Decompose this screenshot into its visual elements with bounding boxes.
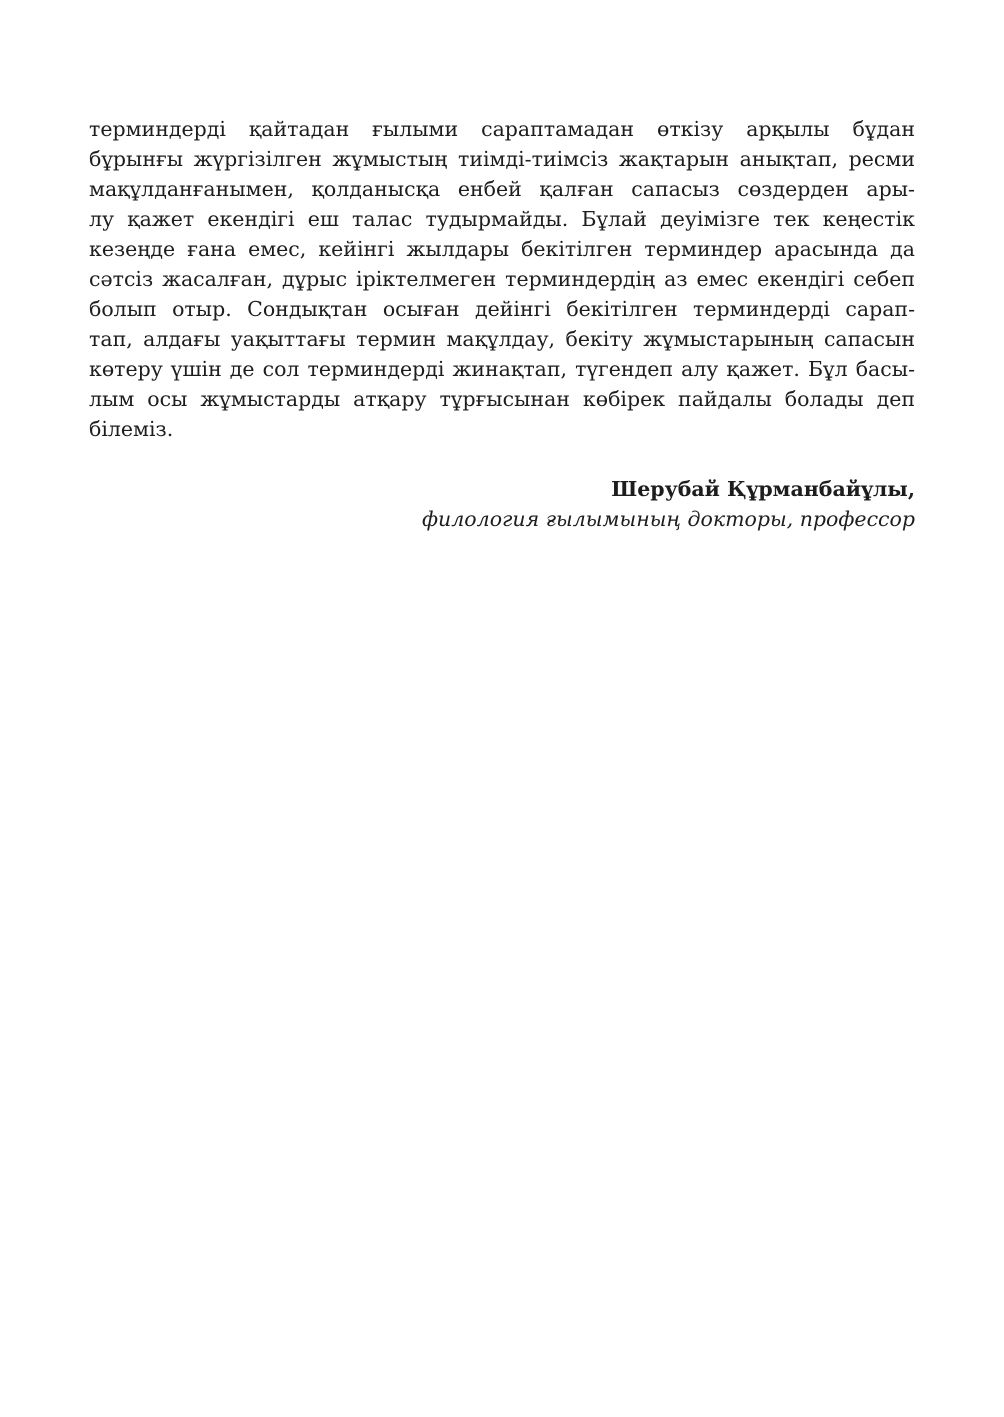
paragraph-line: тап, алдағы уақыттағы термин мақұлдау, бекіту жұмыстарының сапасын <box>89 327 915 351</box>
author-name: Шерубай Құрманбайұлы, <box>611 477 915 501</box>
signature-block <box>422 474 915 534</box>
paragraph-line: білеміз. <box>89 417 174 441</box>
paragraph-line: көтеру үшін де сол терминдерді жинақтап, түгендеп алу қажет. Бұл басы- <box>89 357 915 381</box>
paragraph-line: болып отыр. Сондықтан осыған дейінгі бекітілген терминдерді сарап- <box>89 297 915 321</box>
paragraph-line: кезеңде ғана емес, кейінгі жылдары бекітілген терминдер арасында да <box>89 237 915 261</box>
paragraph-line: лым осы жұмыстарды атқару тұрғысынан көбірек пайдалы болады деп <box>89 387 915 411</box>
paragraph-line: бұрынғы жүргізілген жұмыстың тиімді-тиімсіз жақтарын анықтап, ресми <box>89 147 915 171</box>
paragraph-line: лу қажет екендігі еш талас тудырмайды. Бұлай деуімізге тек кеңестік <box>89 207 915 231</box>
paragraph-line: мақұлданғанымен, қолданысқа енбей қалған сапасыз сөздерден ары- <box>89 177 915 201</box>
author-title: филология ғылымының докторы, профессор <box>422 507 915 531</box>
paragraph-line: сәтсіз жасалған, дұрыс іріктелмеген терминдердің аз емес екендігі себеп <box>89 267 915 291</box>
paragraph-line: терминдерді қайтадан ғылыми сараптамадан өткізу арқылы бұдан <box>89 117 915 141</box>
body-paragraph <box>89 114 915 444</box>
